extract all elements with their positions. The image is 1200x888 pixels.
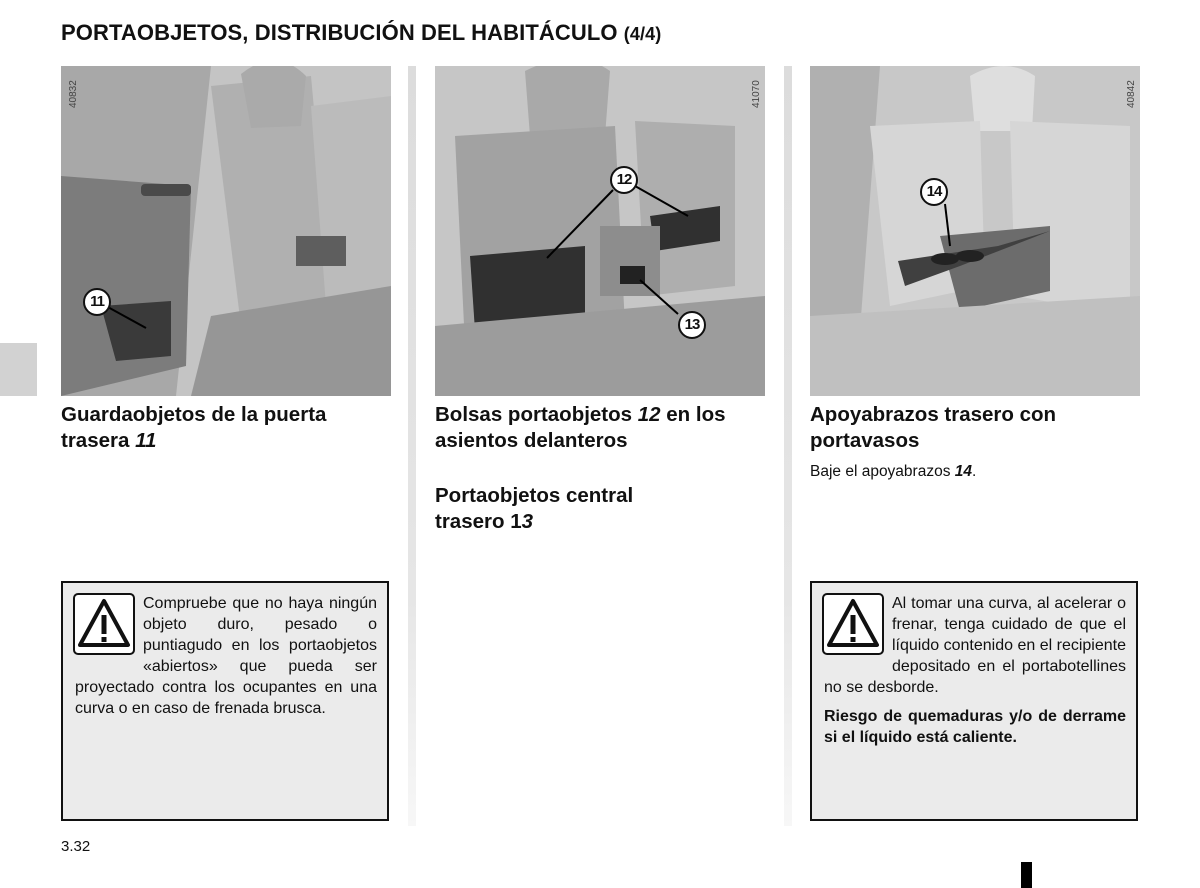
page-number: 3.32	[61, 838, 91, 855]
corner-mark	[1021, 862, 1032, 888]
column-separator	[408, 66, 416, 826]
warning-paragraph: Compruebe que no haya ningún objeto duro, pesado o puntiagudo en los portaobjetos «abiertos» que pueda ser proyectado contra los ocupantes en una curva o en caso de frenada brusca.	[75, 595, 377, 717]
heading-line	[435, 509, 633, 535]
section-tab	[0, 343, 37, 396]
heading-line: portavasos	[810, 429, 920, 452]
heading-text: en los	[666, 403, 726, 426]
callout-12: 12	[610, 166, 638, 194]
heading-text: Bolsas portaobjetos	[435, 403, 633, 426]
photo-rear-door	[61, 66, 391, 396]
heading-door-storage	[61, 402, 326, 454]
armrest-instruction	[810, 462, 976, 482]
callout-11: 11	[83, 288, 111, 316]
warning-bold-paragraph: Riesgo de quemaduras y/o de derrame si el líquido está caliente.	[824, 708, 1126, 746]
heading-seat-pockets	[435, 402, 726, 454]
photo-reference-number: 40842	[1126, 80, 1137, 108]
heading-text: trasero 1	[435, 510, 522, 533]
body-text: Baje el apoyabrazos	[810, 463, 951, 480]
column-separator	[784, 66, 792, 826]
warning-text-door	[75, 593, 377, 719]
heading-armrest	[810, 402, 1056, 454]
heading-line: asientos delanteros	[435, 429, 628, 452]
heading-line: Portaobjetos central	[435, 484, 634, 507]
photo-front-seat-pockets	[435, 66, 765, 396]
body-text: .	[972, 463, 977, 480]
warning-text-armrest	[824, 593, 1126, 748]
photo-reference-number: 40832	[68, 80, 79, 108]
warning-paragraph: Al tomar una curva, al acelerar o frenar, tenga cuidado de que el líquido contenido en el recipiente depositado en el portabotellines no se desborde.	[824, 595, 1126, 696]
heading-line: Guardaobjetos de la puerta	[61, 403, 327, 426]
heading-line: Apoyabrazos trasero con	[810, 403, 1057, 426]
warning-box-armrest	[810, 581, 1138, 821]
heading-number: 12	[637, 403, 661, 426]
body-number: 14	[954, 463, 973, 480]
heading-center-storage	[435, 483, 633, 535]
callout-14: 14	[920, 178, 948, 206]
heading-number: 3	[521, 510, 534, 533]
callout-13: 13	[678, 311, 706, 339]
heading-number: 11	[135, 429, 157, 452]
photo-reference-number: 41070	[751, 80, 762, 108]
heading-line	[435, 402, 726, 428]
heading-line	[61, 428, 326, 454]
photo-rear-armrest	[810, 66, 1140, 396]
heading-text: trasera	[61, 429, 130, 452]
page-title-main: PORTAOBJETOS, DISTRIBUCIÓN DEL HABITÁCULO	[61, 20, 618, 45]
warning-box-door	[61, 581, 389, 821]
page-title-part: (4/4)	[623, 24, 662, 44]
page-title	[61, 20, 661, 46]
